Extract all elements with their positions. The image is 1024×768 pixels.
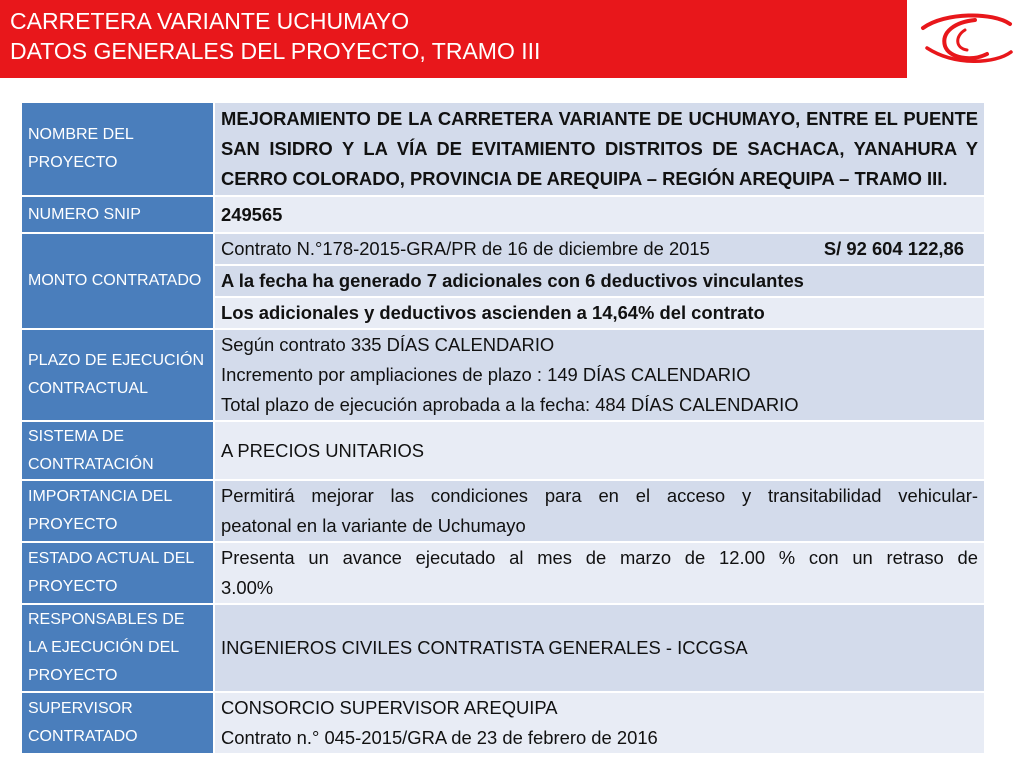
value-monto-contrato — [214, 233, 985, 265]
value-sistema: A PRECIOS UNITARIOS — [214, 421, 985, 480]
red-swirl-logo-icon — [915, 8, 1015, 70]
importancia-line-1: Permitirá mejorar las condiciones para en el acceso y transitabilidad vehicular- — [221, 485, 978, 506]
estado-line-2: 3.00% — [221, 577, 274, 598]
label-responsables: RESPONSABLES DE LA EJECUCIÓN DEL PROYECTO — [21, 604, 214, 692]
value-snip: 249565 — [214, 196, 985, 233]
row-supervisor — [21, 692, 985, 754]
label-estado: ESTADO ACTUAL DEL PROYECTO — [21, 542, 214, 604]
label-sistema: SISTEMA DE CONTRATACIÓN — [21, 421, 214, 480]
plazo-line-2: Incremento por ampliaciones de plazo : 149 DÍAS CALENDARIO — [221, 364, 751, 385]
plazo-line-1: Según contrato 335 DÍAS CALENDARIO — [221, 334, 555, 355]
monto-contrato-text: Contrato N.°178-2015-GRA/PR de 16 de diciembre de 2015 — [221, 238, 710, 259]
nombre-text: MEJORAMIENTO DE LA CARRETERA VARIANTE DE UCHUMAYO, ENTRE EL PUENTE SAN ISIDRO Y LA VÍA DE EVITAMIENTO DISTRITOS DE SACHACA, YANAHURA Y CERRO COLORADO, PROVINCIA DE AREQUIPA – REGIÓN AREQUIPA – TRAMO III. — [221, 108, 978, 189]
row-monto-1 — [21, 233, 985, 265]
title-line-1: CARRETERA VARIANTE UCHUMAYO — [10, 8, 410, 34]
value-monto-porcentaje: Los adicionales y deductivos ascienden a 14,64% del contrato — [214, 297, 985, 329]
row-sistema — [21, 421, 985, 480]
value-responsables: INGENIEROS CIVILES CONTRATISTA GENERALES - ICCGSA — [214, 604, 985, 692]
title-line-2: DATOS GENERALES DEL PROYECTO, TRAMO III — [10, 38, 541, 64]
label-supervisor: SUPERVISOR CONTRATADO — [21, 692, 214, 754]
page-title — [10, 6, 540, 66]
plazo-line-3: Total plazo de ejecución aprobada a la fecha: 484 DÍAS CALENDARIO — [221, 394, 799, 415]
monto-line — [221, 234, 978, 264]
row-snip — [21, 196, 985, 233]
row-estado — [21, 542, 985, 604]
value-estado — [214, 542, 985, 604]
value-nombre — [214, 102, 985, 196]
header-band — [0, 0, 907, 78]
importancia-line-2: peatonal en la variante de Uchumayo — [221, 515, 526, 536]
supervisor-line-2: Contrato n.° 045-2015/GRA de 23 de febrero de 2016 — [221, 727, 658, 748]
estado-line-1: Presenta un avance ejecutado al mes de marzo de 12.00 % con un retraso de — [221, 547, 978, 568]
value-importancia — [214, 480, 985, 542]
row-plazo — [21, 329, 985, 421]
supervisor-line-1: CONSORCIO SUPERVISOR AREQUIPA — [221, 697, 558, 718]
monto-amount: S/ 92 604 122,86 — [823, 238, 964, 259]
row-responsables — [21, 604, 985, 692]
value-supervisor — [214, 692, 985, 754]
value-monto-adicionales: A la fecha ha generado 7 adicionales con 6 deductivos vinculantes — [214, 265, 985, 297]
row-nombre — [21, 102, 985, 196]
label-snip: NUMERO SNIP — [21, 196, 214, 233]
label-importancia: IMPORTANCIA DEL PROYECTO — [21, 480, 214, 542]
label-nombre: NOMBRE DEL PROYECTO — [21, 102, 214, 196]
project-data-table — [20, 101, 986, 755]
label-plazo: PLAZO DE EJECUCIÓN CONTRACTUAL — [21, 329, 214, 421]
row-importancia — [21, 480, 985, 542]
label-monto: MONTO CONTRATADO — [21, 233, 214, 329]
value-plazo — [214, 329, 985, 421]
